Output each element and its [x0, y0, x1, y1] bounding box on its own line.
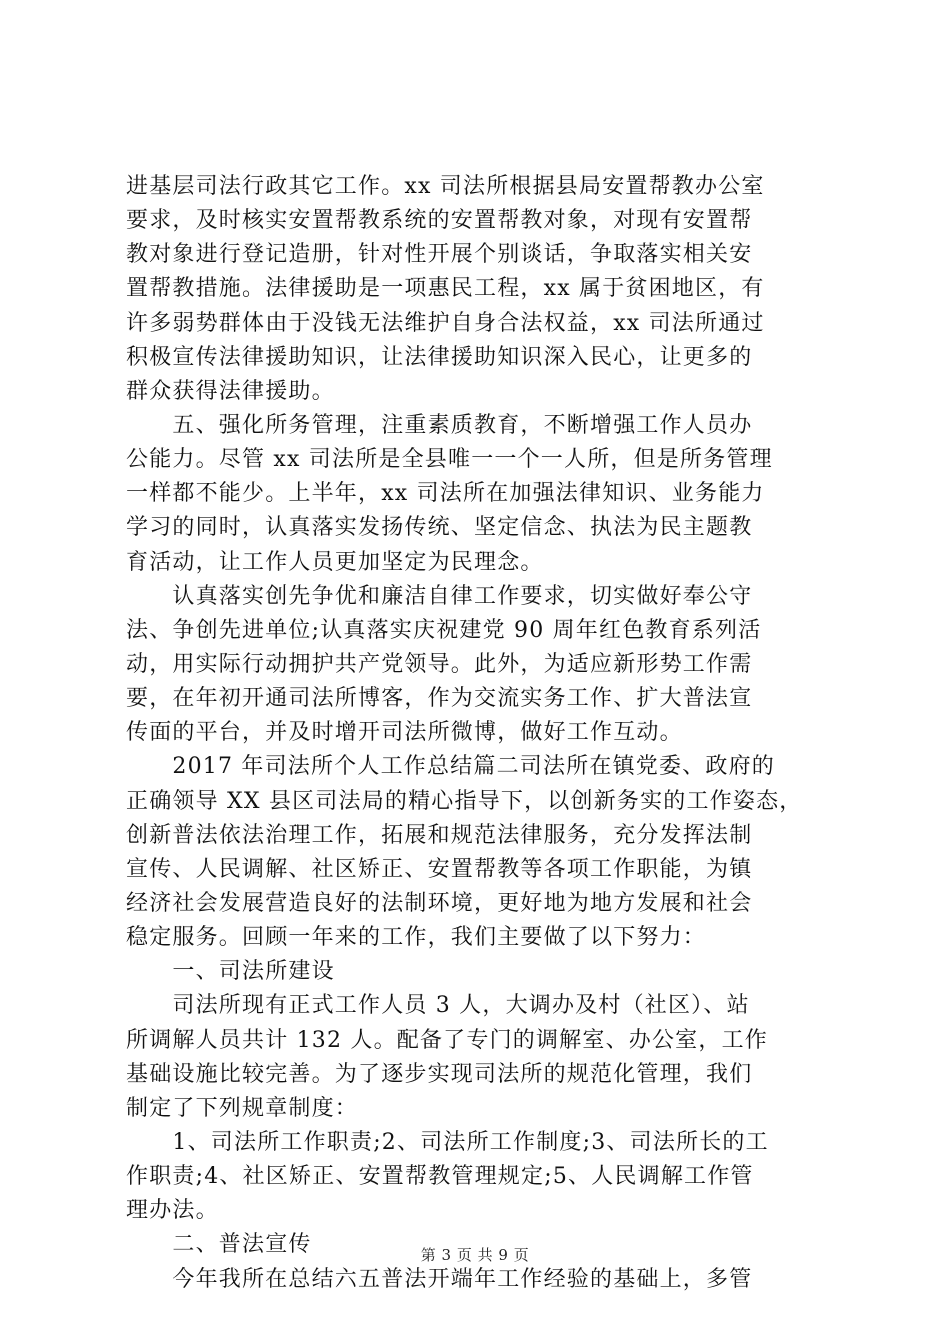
text-line-19: 正确领导 XX 县区司法局的精心指导下，以创新务实的工作姿态，: [126, 788, 803, 814]
text-line-3: 教对象进行登记造册，针对性开展个别谈话，争取落实相关安: [126, 242, 753, 268]
text-line-30: 作职责;4、社区矫正、安置帮教管理规定;5、人民调解工作管: [126, 1164, 754, 1190]
text-line-21: 宣传、人民调解、社区矫正、安置帮教等各项工作职能，为镇: [126, 856, 753, 882]
page-number-footer: 第 3 页 共 9 页: [420, 1246, 530, 1264]
text-line-11: 学习的同时，认真落实发扬传统、坚定信念、执法为民主题教: [126, 515, 753, 541]
text-line-28: 制定了下列规章制度：: [126, 1095, 359, 1121]
text-line-29: 1、司法所工作职责;2、司法所工作制度;3、司法所长的工: [126, 1129, 769, 1155]
text-line-26: 所调解人员共计 132 人。配备了专门的调解室、办公室，工作: [126, 1027, 768, 1053]
text-line-6: 积极宣传法律援助知识，让法律援助知识深入民心，让更多的: [126, 344, 753, 370]
text-line-20: 创新普法依法治理工作，拓展和规范法律服务，充分发挥法制: [126, 822, 753, 848]
text-line-18: 2017 年司法所个人工作总结篇二司法所在镇党委、政府的: [126, 754, 775, 780]
text-line-33: 今年我所在总结六五普法开端年工作经验的基础上，多管: [126, 1266, 753, 1292]
text-line-12: 育活动，让工作人员更加坚定为民理念。: [126, 549, 544, 575]
text-line-13: 认真落实创先争优和廉洁自律工作要求，切实做好奉公守: [126, 583, 753, 609]
text-line-10: 一样都不能少。上半年，xx 司法所在加强法律知识、业务能力: [126, 481, 765, 507]
text-line-22: 经济社会发展营造良好的法制环境，更好地为地方发展和社会: [126, 890, 753, 916]
text-line-31: 理办法。: [126, 1198, 219, 1224]
text-line-7: 群众获得法律援助。: [126, 378, 335, 404]
text-line-14: 法、争创先进单位;认真落实庆祝建党 90 周年红色教育系列活: [126, 617, 762, 643]
text-line-1: 进基层司法行政其它工作。xx 司法所根据县局安置帮教办公室: [126, 174, 765, 199]
text-line-23: 稳定服务。回顾一年来的工作，我们主要做了以下努力：: [126, 925, 707, 951]
text-line-27: 基础设施比较完善。为了逐步实现司法所的规范化管理，我们: [126, 1061, 753, 1087]
text-line-2: 要求，及时核实安置帮教系统的安置帮教对象，对现有安置帮: [126, 208, 753, 234]
text-line-15: 动，用实际行动拥护共产党领导。此外，为适应新形势工作需: [126, 651, 753, 677]
document-body: [126, 170, 838, 1297]
text-line-25: 司法所现有正式工作人员 3 人，大调办及村（社区）、站: [126, 993, 750, 1019]
text-line-17: 传面的平台，并及时增开司法所微博，做好工作互动。: [126, 720, 683, 746]
section-heading-2: 二、普法宣传: [126, 1232, 312, 1258]
text-line-5: 许多弱势群体由于没钱无法维护自身合法权益，xx 司法所通过: [126, 310, 765, 336]
text-line-8: 五、强化所务管理，注重素质教育，不断增强工作人员办: [126, 412, 753, 438]
section-heading-1: 一、司法所建设: [126, 959, 335, 985]
text-line-16: 要，在年初开通司法所博客，作为交流实务工作、扩大普法宣: [126, 686, 753, 712]
text-line-9: 公能力。尽管 xx 司法所是全县唯一一个一人所，但是所务管理: [126, 447, 773, 473]
text-line-4: 置帮教措施。法律援助是一项惠民工程，xx 属于贫困地区，有: [126, 276, 765, 302]
